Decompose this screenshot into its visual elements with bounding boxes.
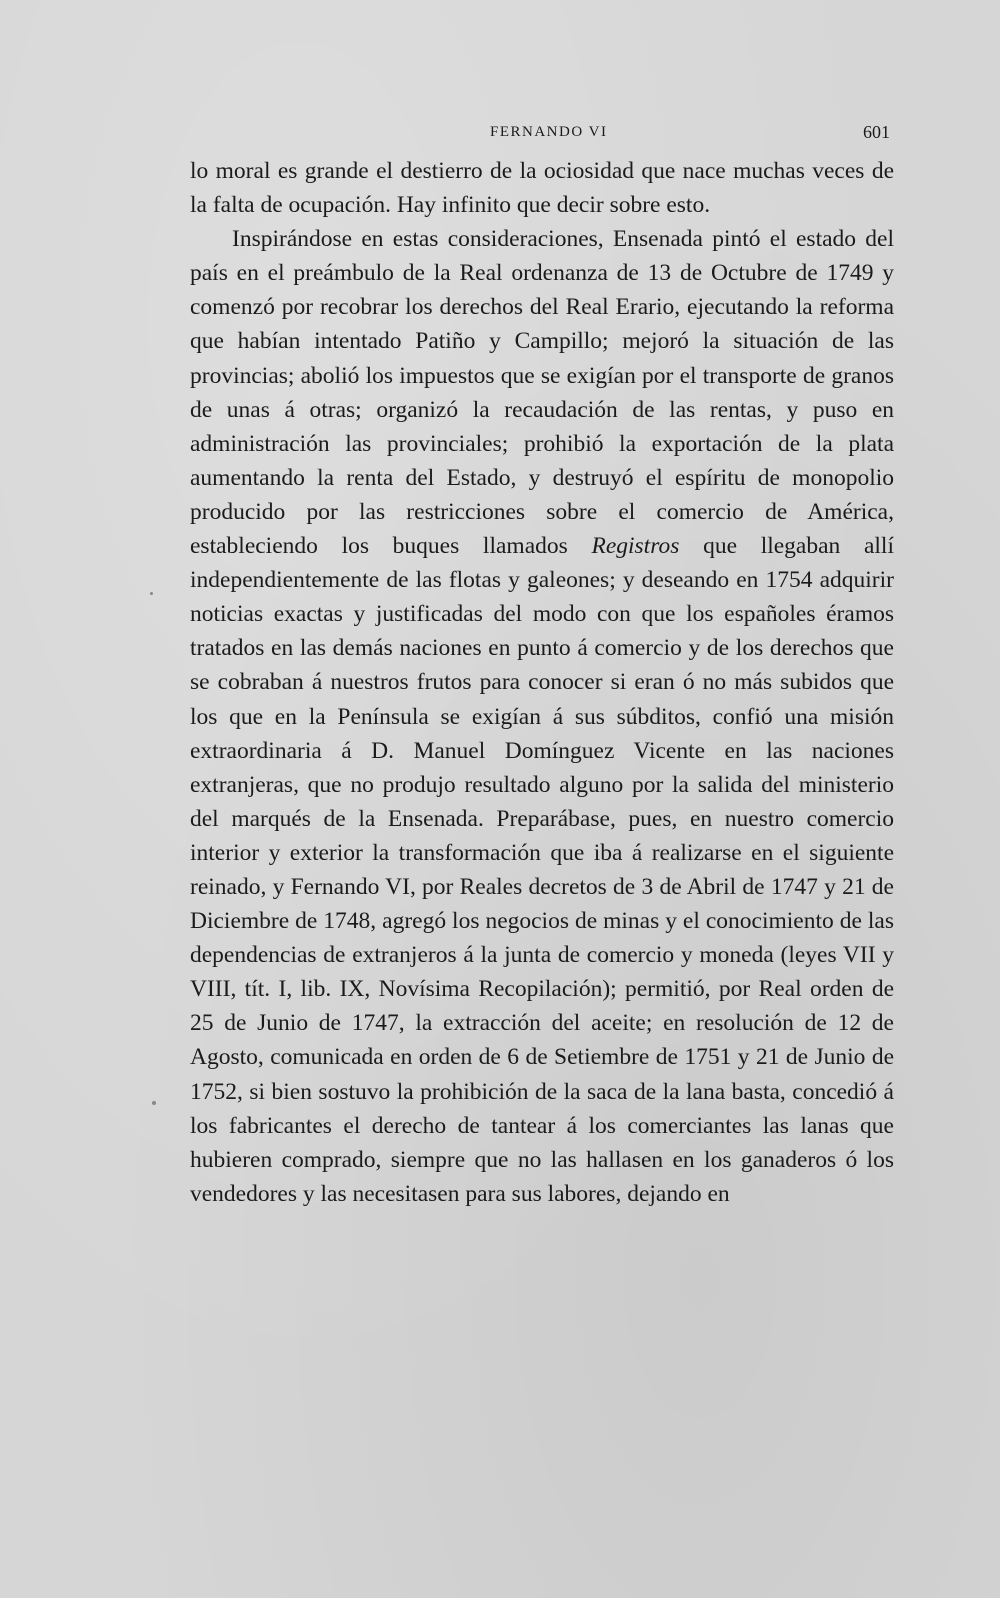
paragraph-2 (190, 222, 894, 1211)
paragraph-2-text-b: que llegaban allí independientemente de las flotas y galeones; y deseando en 1754 adquirir noticias exactas y justificadas del modo con que los españoles éramos tratados en las demás naciones en punto á comercio y de los derechos que se cobraban á nuestros frutos para conocer si eran ó no más subidos que los que en la Península se exigían á sus súbditos, confió una misión extraordinaria á D. Manuel Domínguez Vicente en las naciones extranjeras, que no produjo resultado alguno por la salida del ministerio del marqués de la Ensenada. Preparábase, pues, en nuestro comercio interior y exterior la transformación que iba á realizarse en el siguiente reinado, y Fernando VI, por Reales decretos de 3 de Abril de 1747 y 21 de Diciembre de 1748, agregó los negocios de minas y el conocimiento de las dependencias de extranjeros á la junta de comercio y moneda (leyes VII y VIII, tít. I, lib. IX, Novísima Recopilación); permitió, por Real orden de 25 de Junio de 1747, la extracción del aceite; en resolución de 12 de Agosto, comunicada en orden de 6 de Setiembre de 1751 y 21 de Junio de 1752, si bien sostuvo la prohibición de la saca de la lana basta, concedió á los fabricantes el derecho de tantear á los comerciantes las lanas que hubieren comprado, siempre que no las hallasen en los ganaderos ó los vendedores y las necesitasen para sus labores, dejando en (190, 533, 894, 1207)
paragraph-2-text-a: Inspirándose en estas consideraciones, Ensenada pintó el estado del país en el preámbulo de la Real ordenanza de 13 de Octubre de 1749 y comenzó por recobrar los derechos del Real Erario, ejecutando la reforma que habían intentado Patiño y Campillo; mejoró la situación de las provincias; abolió los impuestos que se exigían por el transporte de granos de unas á otras; organizó la recaudación de las rentas, y puso en administración las provinciales; prohibió la exportación de la plata aumentando la renta del Estado, y destruyó el espíritu de monopolio producido por las restricciones sobre el comercio de América, estableciendo los buques llamados (190, 226, 894, 560)
running-title: FERNANDO VI (490, 124, 608, 140)
paper-speck (152, 1101, 156, 1105)
page-number: 601 (863, 122, 890, 142)
paper-speck (150, 592, 153, 595)
italic-term-registros: Registros (591, 533, 680, 560)
running-head (190, 124, 890, 148)
paragraph-1: lo moral es grande el destierro de la ociosidad que nace muchas veces de la falta de ocupación. Hay infinito que decir sobre esto. (190, 158, 894, 219)
body-text (190, 154, 894, 1211)
